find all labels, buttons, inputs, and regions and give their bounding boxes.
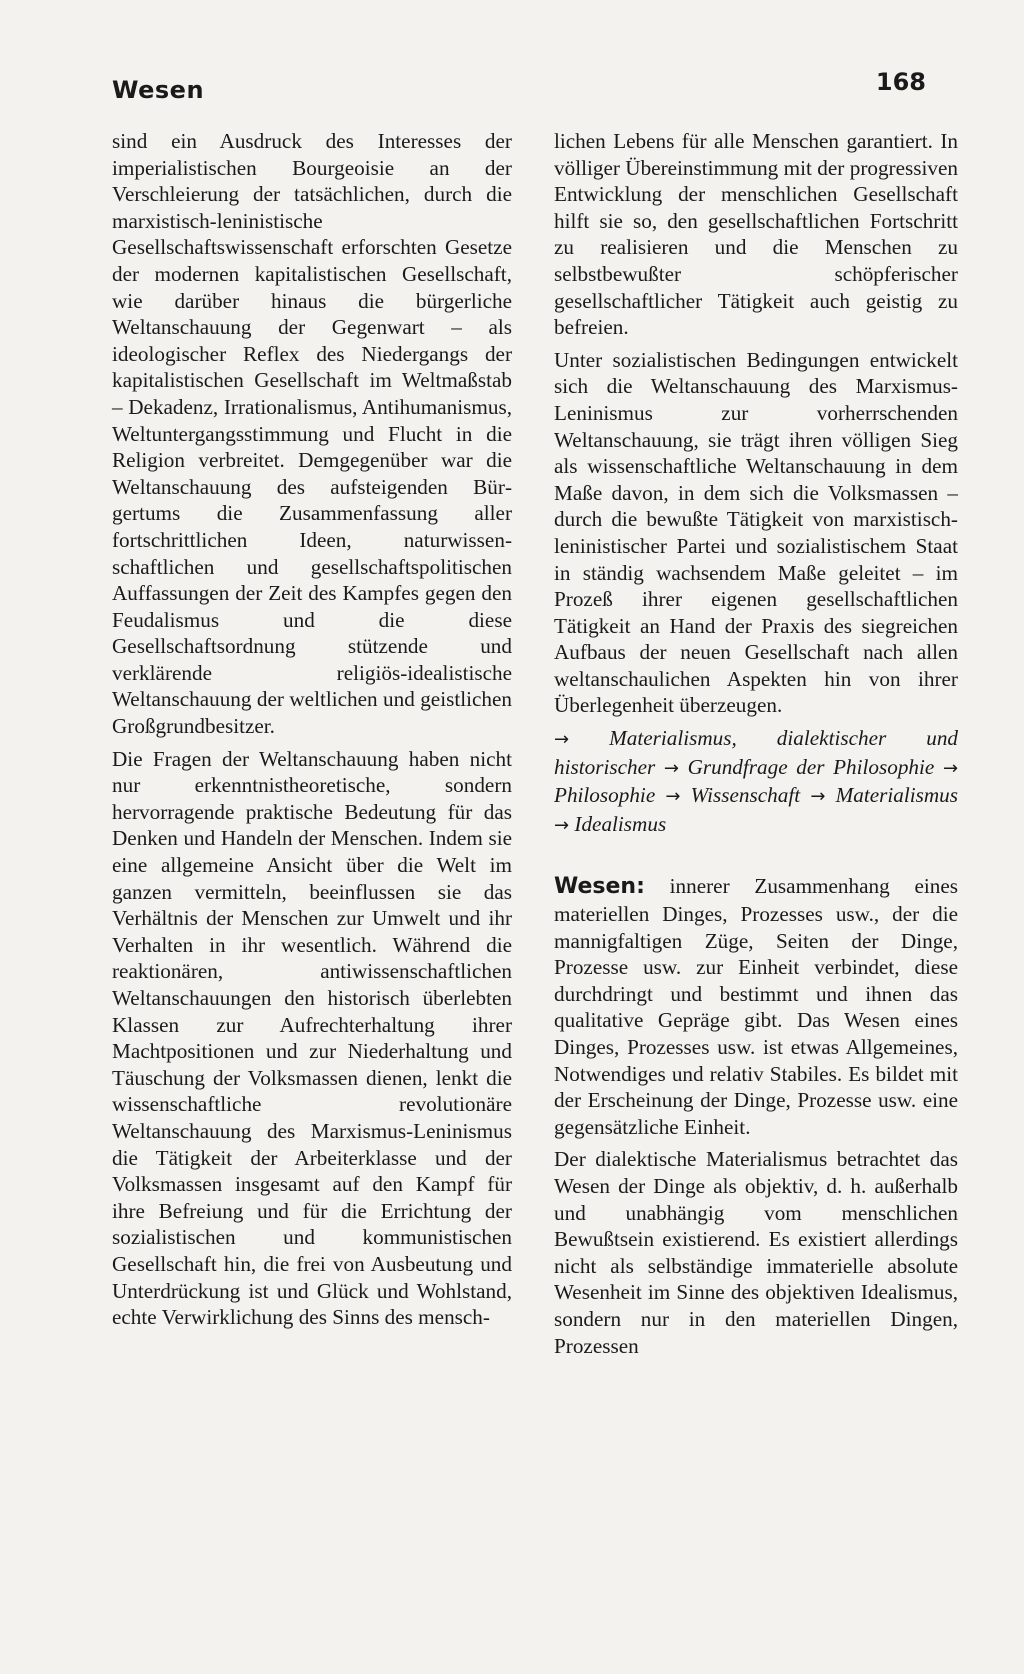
- left-column: [112, 128, 512, 1337]
- page-header: [112, 68, 952, 108]
- paragraph: Der dialektische Materialismus betrachtet das Wesen der Dinge als objektiv, d. h. außerhalb und unabhängig vom menschlichen Bewußtsein existierend. Es existiert allerdings nicht als selbständige immaterielle absolute Wesenheit im Sinne des objektiven Idealismus, sondern nur in den materiellen Dingen, Prozessen: [554, 1147, 958, 1358]
- arrow-icon: →: [554, 729, 570, 751]
- cross-reference-link[interactable]: Wissenschaft: [690, 783, 801, 808]
- cross-references: [554, 725, 958, 839]
- arrow-icon: →: [665, 786, 681, 808]
- arrow-icon: →: [663, 757, 679, 779]
- cross-reference-link[interactable]: Idealismus: [574, 811, 667, 836]
- running-head: Wesen: [112, 76, 205, 104]
- dictionary-entry: [554, 873, 958, 1140]
- entry-headword: Wesen:: [554, 874, 645, 900]
- arrow-icon: →: [942, 757, 959, 779]
- paragraph: Unter sozialistischen Bedingungen entwickelt sich die Weltanschauung des Marxismus-Leninismus zur vorherrschenden Weltanschauung, sie trägt ihren völligen Sieg als wissenschaftliche Weltanschauung in dem Maße davon, in dem sich die Volksmassen – durch die bewußte Tätigkeit von marxistisch-leninistischer Partei und sozialistischem Staat in ständig wachsendem Maße geleitet – im Prozeß ihrer eigenen gesellschaftlichen Tätigkeit an Hand der Praxis des siegreichen Aufbaus der neuen Gesellschaft nach allen weltanschaulichen Aspekten hin von ihrer Überlegenheit überzeugen.: [554, 347, 958, 718]
- cross-reference-link[interactable]: Materialismus: [835, 783, 958, 808]
- cross-reference-link[interactable]: Materialismus, dialektischer und historischer: [554, 726, 959, 779]
- cross-reference-link[interactable]: Grundfrage der Philosophie: [687, 754, 935, 779]
- paragraph: lichen Lebens für alle Menschen garantiert. In völliger Übereinstimmung mit der progressiven Entwicklung der menschlichen Gesellschaft hilft sie so, den gesellschaftlichen Fortschritt zu realisieren und die Menschen zu selbstbewußter schöpferischer gesellschaftlicher Tätigkeit auch geistig zu befreien.: [554, 129, 958, 340]
- paragraph: Die Fragen der Weltanschauung haben nicht nur erkenntnistheoretische, sondern hervorragende praktische Bedeutung für das Denken und Handeln der Menschen. Indem sie eine allgemeine Ansicht über die Welt im ganzen vermitteln, beeinflussen sie das Verhältnis der Menschen zur Umwelt und ihr Verhalten in ihr wesentlich. Während die reaktionären, antiwissenschaftlichen Weltanschauungen den historisch überlebten Klassen zur Aufrechterhaltung ihrer Machtpositionen und zur Niederhaltung und Täuschung der Volksmassen dienen, lenkt die wissenschaftliche revolutionäre Weltanschauung des Marxismus-Leninismus die Tätigkeit der Arbeiterklasse und der Volksmassen insgesamt auf den Kampf für ihre Befreiung und für die Errichtung der sozialistischen und kommunistischen Gesellschaft hin, die frei von Ausbeutung und Unterdrückung ist und Glück und Wohlstand, echte Verwirklichung des Sinns des mensch-: [112, 746, 512, 1330]
- arrow-icon: →: [554, 814, 570, 836]
- page-number: 168: [875, 68, 926, 96]
- paragraph: sind ein Ausdruck des Interesses der imperialistischen Bourgeoisie an der Verschleierung der tatsächlichen, durch die marxistisch-leninistische Gesellschaftswissenschaft erforschten Gesetze der modernen kapitalistischen Gesellschaft, wie darüber hinaus die bürgerliche Weltanschauung der Gegenwart – als ideologischer Reflex des Niedergangs der kapitalistischen Gesellschaft im Weltmaßstab – Dekadenz, Irrationalismus, Antihumanismus, Weltuntergangsstimmung und Flucht in die Religion verbreitet. Demgegenüber war die Weltanschauung des aufsteigenden Bürgertums die Zusammenfassung aller fortschrittlichen Ideen, naturwissenschaftlichen und gesellschaftspolitischen Auffassungen der Zeit des Kampfes gegen den Feudalismus und die diese Gesellschaftsordnung stützende und verklärende religiös-idealistische Weltanschauung der weltlichen und geistlichen Großgrundbesitzer.: [112, 129, 512, 739]
- cross-reference-link[interactable]: Philosophie: [554, 783, 656, 808]
- arrow-icon: →: [810, 786, 826, 808]
- entry-definition: innerer Zusammenhang eines materiellen Dinges, Prozesses usw., der die mannigfaltigen Züge, Seiten der Dinge, Prozesse usw. zur Einheit verbindet, diese durchdringt und bestimmt und ihnen das qualitative Gepräge gibt. Das Wesen eines Dinges, Prozesses usw. ist etwas Allgemeines, Notwendiges und relativ Stabiles. Es bildet mit der Erscheinung der Dinge, Prozesse usw. eine gegensätzliche Einheit.: [554, 874, 958, 1139]
- right-column: [554, 128, 958, 1365]
